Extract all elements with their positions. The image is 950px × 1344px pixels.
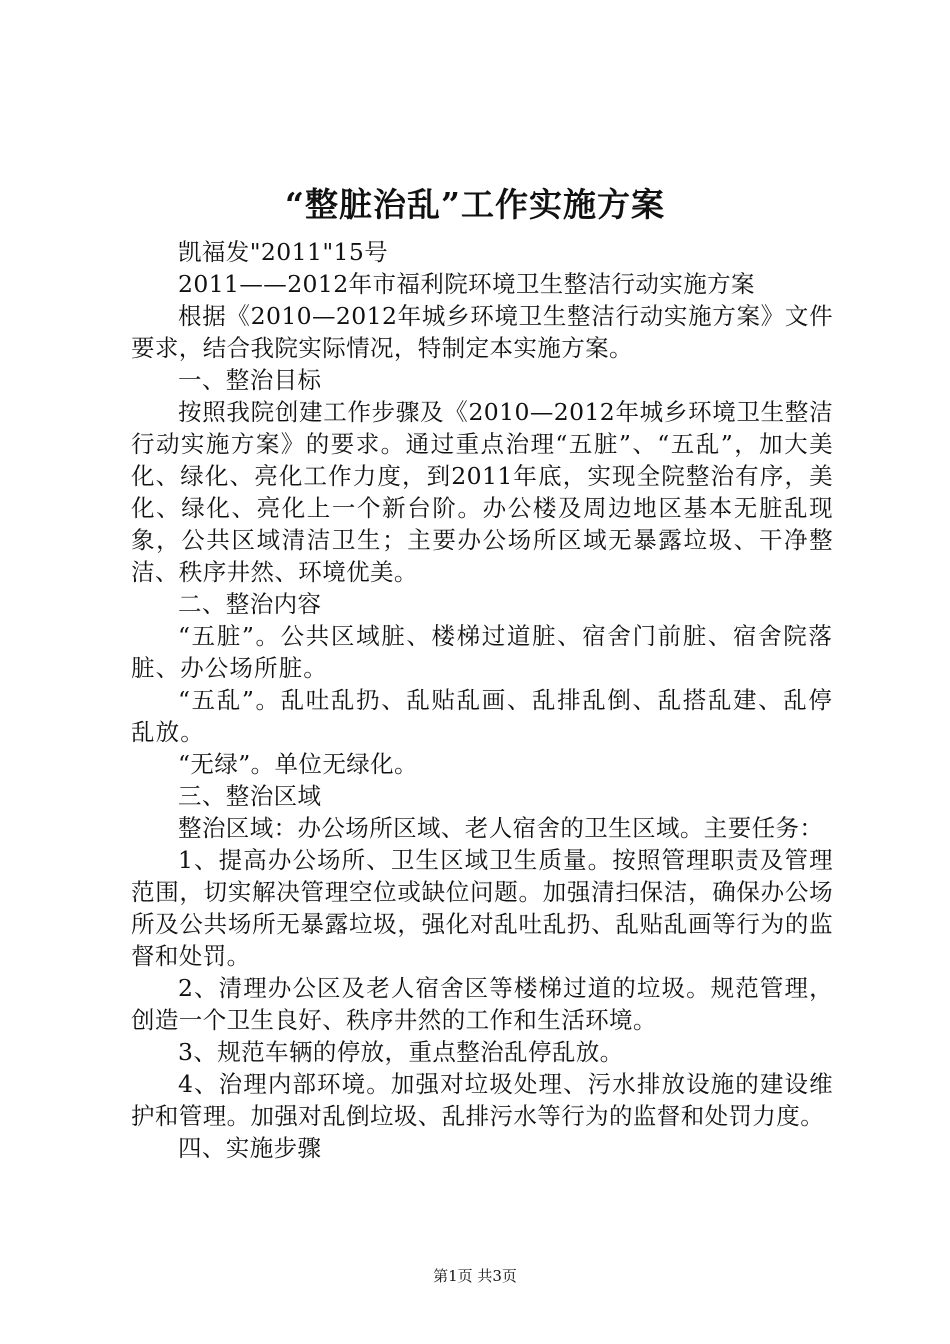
paragraph-goals: 按照我院创建工作步骤及《2010—2012年城乡环境卫生整洁行动实施方案》的要求。通过重点治理“五脏”、“五乱”，加大美化、绿化、亮化工作力度，到2011年底，实现全院整治有序，美化、绿化、亮化上一个新台阶。办公楼及周边地区基本无脏乱现象，公共区域清洁卫生；主要办公场所区域无暴露垃圾、干净整洁、秩序井然、环境优美。 (131, 398, 833, 586)
document-title: “整脏治乱”工作实施方案 (285, 185, 665, 224)
task-item-4: 4、治理内部环境。加强对垃圾处理、污水排放设施的建设维护和管理。加强对乱倒垃圾、乱排污水等行为的监督和处罚力度。 (131, 1070, 833, 1130)
paragraph-five-chaos: “五乱”。乱吐乱扔、乱贴乱画、乱排乱倒、乱搭乱建、乱停乱放。 (131, 686, 833, 746)
section-heading-goals: 一、整治目标 (178, 366, 322, 394)
document-body (131, 236, 833, 1164)
paragraph-area: 整治区域：办公场所区域、老人宿舍的卫生区域。主要任务： (178, 814, 824, 842)
section-heading-steps: 四、实施步骤 (178, 1134, 322, 1162)
paragraph-five-dirty: “五脏”。公共区域脏、楼梯过道脏、宿舍门前脏、宿舍院落脏、办公场所脏。 (131, 622, 833, 682)
task-item-3: 3、规范车辆的停放，重点整治乱停乱放。 (178, 1038, 624, 1066)
page-number-footer: 第1页 共3页 (433, 1267, 517, 1285)
task-item-2: 2、清理办公区及老人宿舍区等楼梯过道的垃圾。规范管理，创造一个卫生良好、秩序井然的工作和生活环境。 (131, 974, 833, 1034)
section-heading-area: 三、整治区域 (178, 782, 322, 810)
paragraph-intro: 根据《2010—2012年城乡环境卫生整洁行动实施方案》文件要求，结合我院实际情况，特制定本实施方案。 (131, 302, 833, 362)
task-item-1: 1、提高办公场所、卫生区域卫生质量。按照管理职责及管理范围，切实解决管理空位或缺位问题。加强清扫保洁，确保办公场所及公共场所无暴露垃圾，强化对乱吐乱扔、乱贴乱画等行为的监督和处罚。 (131, 846, 833, 970)
section-heading-content: 二、整治内容 (178, 590, 322, 618)
paragraph-no-green: “无绿”。单位无绿化。 (178, 750, 418, 778)
plan-subtitle: 2011——2012年市福利院环境卫生整洁行动实施方案 (178, 270, 755, 298)
document-number: 凯福发"2011"15号 (178, 238, 389, 266)
